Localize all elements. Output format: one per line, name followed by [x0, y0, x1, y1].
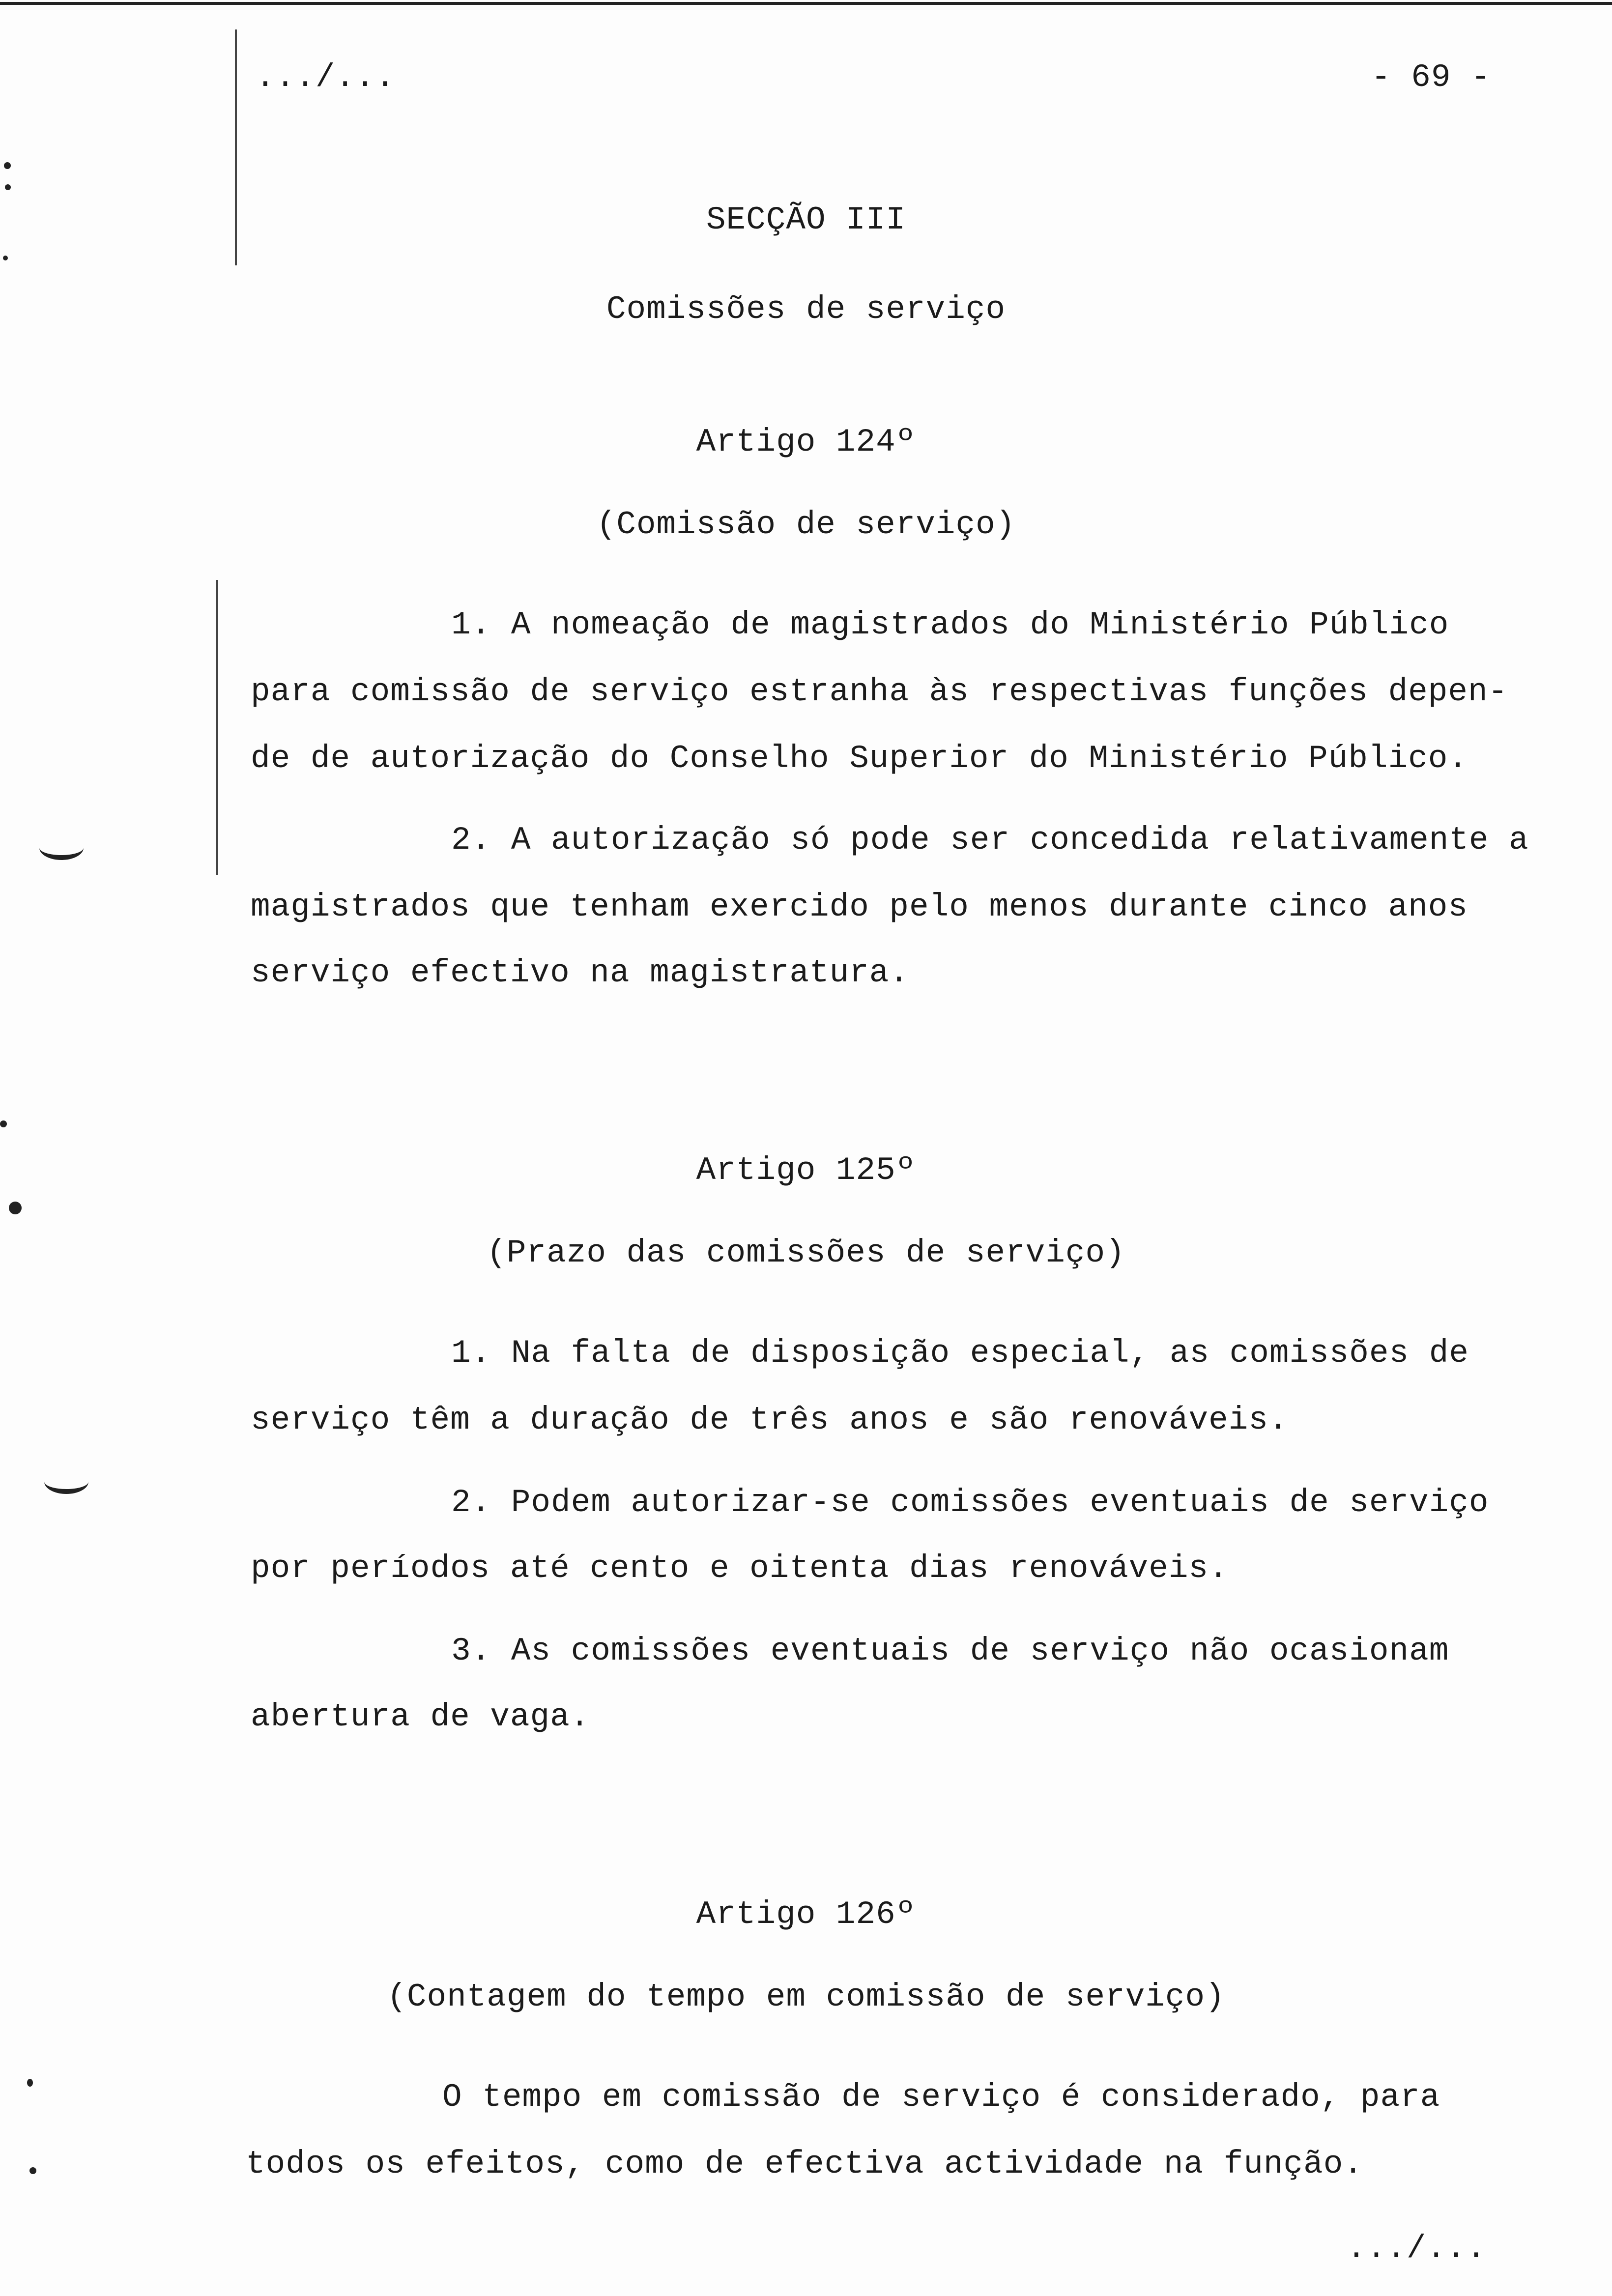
scan-speck — [27, 2079, 33, 2087]
page-number: - 69 - — [1371, 59, 1491, 96]
section-label: SECÇÃO III — [706, 201, 906, 238]
punch-hole-mark — [39, 835, 84, 860]
scan-speck — [4, 162, 11, 169]
article-124-paragraph-line: de de autorização do Conselho Superior do Ministério Público. — [251, 740, 1468, 777]
article-126-subtitle: (Contagem do tempo em comissão de serviço) — [387, 1979, 1225, 2015]
scan-speck — [9, 1202, 22, 1214]
article-125-paragraph-line: por períodos até cento e oitenta dias renováveis. — [251, 1550, 1229, 1587]
article-125-paragraph-line: 2. Podem autorizar-se comissões eventuais de serviço — [451, 1484, 1489, 1521]
article-124-paragraph-line: magistrados que tenham exercido pelo menos durante cinco anos — [251, 889, 1468, 925]
punch-hole-mark — [44, 1469, 88, 1494]
article-124-paragraph-line: serviço efectivo na magistratura. — [251, 954, 910, 991]
scan-speck — [29, 2167, 36, 2174]
article-125-paragraph-line: abertura de vaga. — [251, 1698, 590, 1735]
article-126-heading: Artigo 126º — [696, 1896, 916, 1933]
article-126-paragraph-line: O tempo em comissão de serviço é considerado, para — [442, 2079, 1440, 2116]
scan-speck — [0, 1120, 7, 1127]
article-124-paragraph-line: 1. A nomeação de magistrados do Ministério Público — [451, 606, 1449, 643]
article-126-paragraph-line: todos os efeitos, como de efectiva actividade na função. — [246, 2146, 1363, 2182]
article-124-paragraph-line: 2. A autorização só pode ser concedida relativamente a — [451, 822, 1529, 859]
article-124-paragraph-line: para comissão de serviço estranha às respectivas funções depen- — [251, 673, 1508, 710]
article-125-paragraph-line: 3. As comissões eventuais de serviço não ocasionam — [451, 1633, 1449, 1669]
article-125-paragraph-line: 1. Na falta de disposição especial, as comissões de — [451, 1335, 1469, 1372]
section-title: Comissões de serviço — [606, 291, 1006, 328]
continuation-marker-top: .../... — [256, 59, 396, 96]
article-125-subtitle: (Prazo das comissões de serviço) — [487, 1234, 1125, 1271]
article-124-subtitle: (Comissão de serviço) — [596, 506, 1016, 543]
article-124-heading: Artigo 124º — [696, 424, 916, 460]
left-margin-line-lower — [216, 580, 218, 875]
article-125-heading: Artigo 125º — [696, 1152, 916, 1189]
top-border-line — [0, 2, 1612, 5]
scan-speck — [3, 256, 8, 260]
scan-speck — [5, 184, 11, 190]
article-125-paragraph-line: serviço têm a duração de três anos e são renováveis. — [251, 1402, 1289, 1438]
continuation-marker-bottom: .../... — [1347, 2230, 1487, 2267]
